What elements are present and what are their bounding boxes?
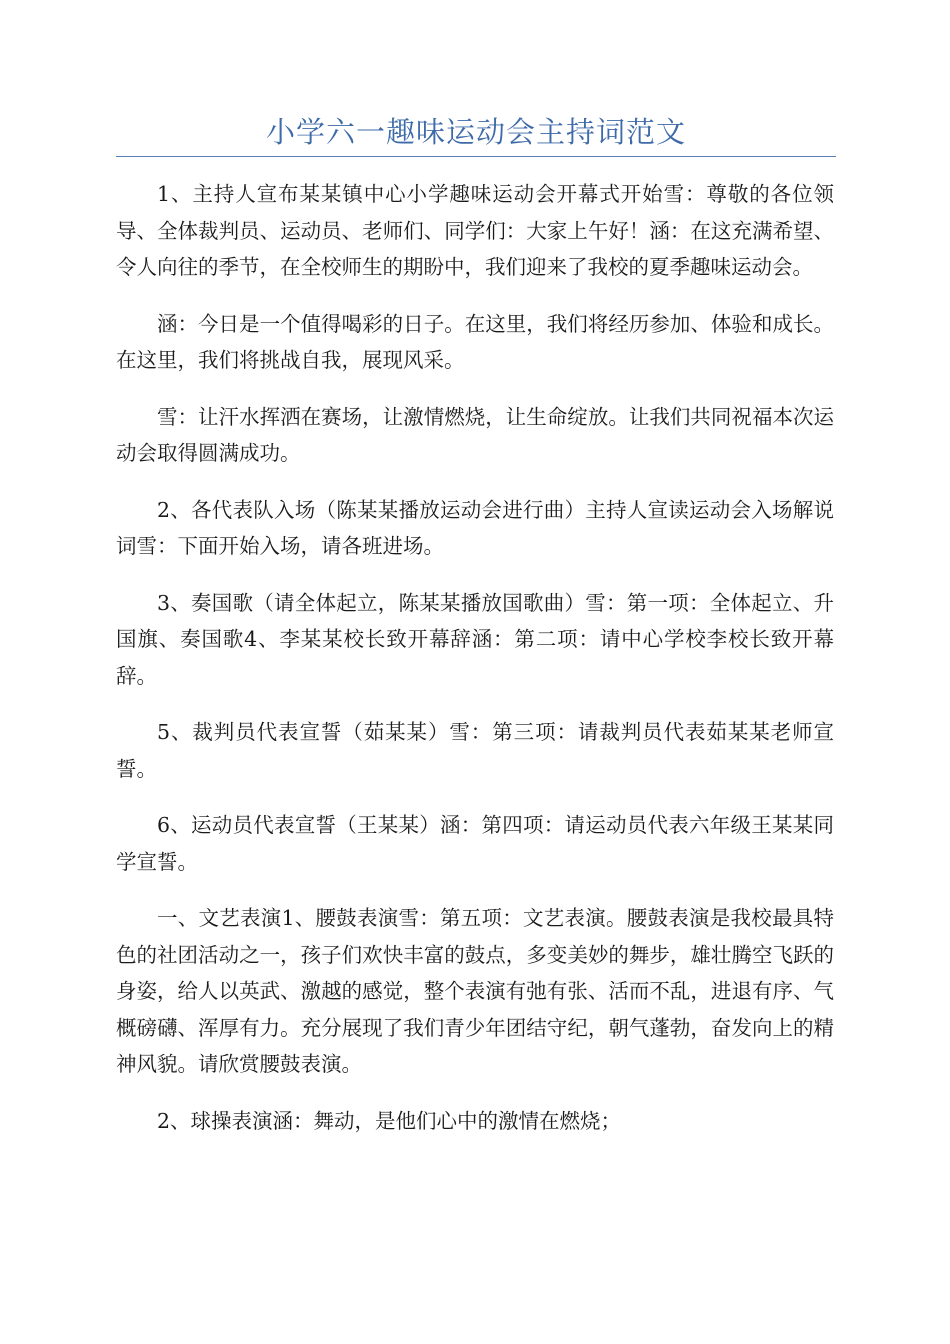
document-body xyxy=(116,176,834,1159)
document-title: 小学六一趣味运动会主持词范文 xyxy=(265,115,686,149)
paragraph-opening-announcement: 1、主持人宣布某某镇中心小学趣味运动会开幕式开始雪：尊敬的各位领导、全体裁判员、运动员、老师们、同学们：大家上午好！涵：在这充满希望、令人向往的季节，在全校师生的期盼中，我们迎来了我校的夏季趣味运动会。 xyxy=(116,182,834,279)
title-block xyxy=(116,112,836,157)
paragraph-national-anthem: 3、奏国歌（请全体起立，陈某某播放国歌曲）雪：第一项：全体起立、升国旗、奏国歌4、李某某校长致开幕辞涵：第二项：请中心学校李校长致开幕辞。 xyxy=(116,590,834,688)
paragraph-ball-gymnastics: 2、球操表演涵：舞动，是他们心中的激情在燃烧； xyxy=(157,1108,622,1133)
paragraph-waist-drum-performance: 一、文艺表演1、腰鼓表演雪：第五项：文艺表演。腰鼓表演是我校最具特色的社团活动之一，孩子们欢快丰富的鼓点，多变美妙的舞步，雄壮腾空飞跃的身姿，给人以英武、激越的感觉，整个表演有弛有张、活而不乱，进退有序、气概磅礴、浑厚有力。充分展现了我们青少年团结守纪，朝气蓬勃，奋发向上的精神风貌。请欣赏腰鼓表演。 xyxy=(116,906,834,1076)
paragraph-referee-oath: 5、裁判员代表宣誓（茹某某）雪：第三项：请裁判员代表茹某某老师宣誓。 xyxy=(116,720,834,781)
paragraph-athlete-oath: 6、运动员代表宣誓（王某某）涵：第四项：请运动员代表六年级王某某同学宣誓。 xyxy=(116,813,834,874)
paragraph-team-entrance: 2、各代表队入场（陈某某播放运动会进行曲）主持人宣读运动会入场解说词雪：下面开始入场，请各班进场。 xyxy=(116,497,834,558)
paragraph-xue-remarks: 雪：让汗水挥洒在赛场，让激情燃烧，让生命绽放。让我们共同祝福本次运动会取得圆满成功。 xyxy=(116,404,834,465)
paragraph-han-remarks: 涵：今日是一个值得喝彩的日子。在这里，我们将经历参加、体验和成长。在这里，我们将挑战自我，展现风采。 xyxy=(116,311,834,372)
